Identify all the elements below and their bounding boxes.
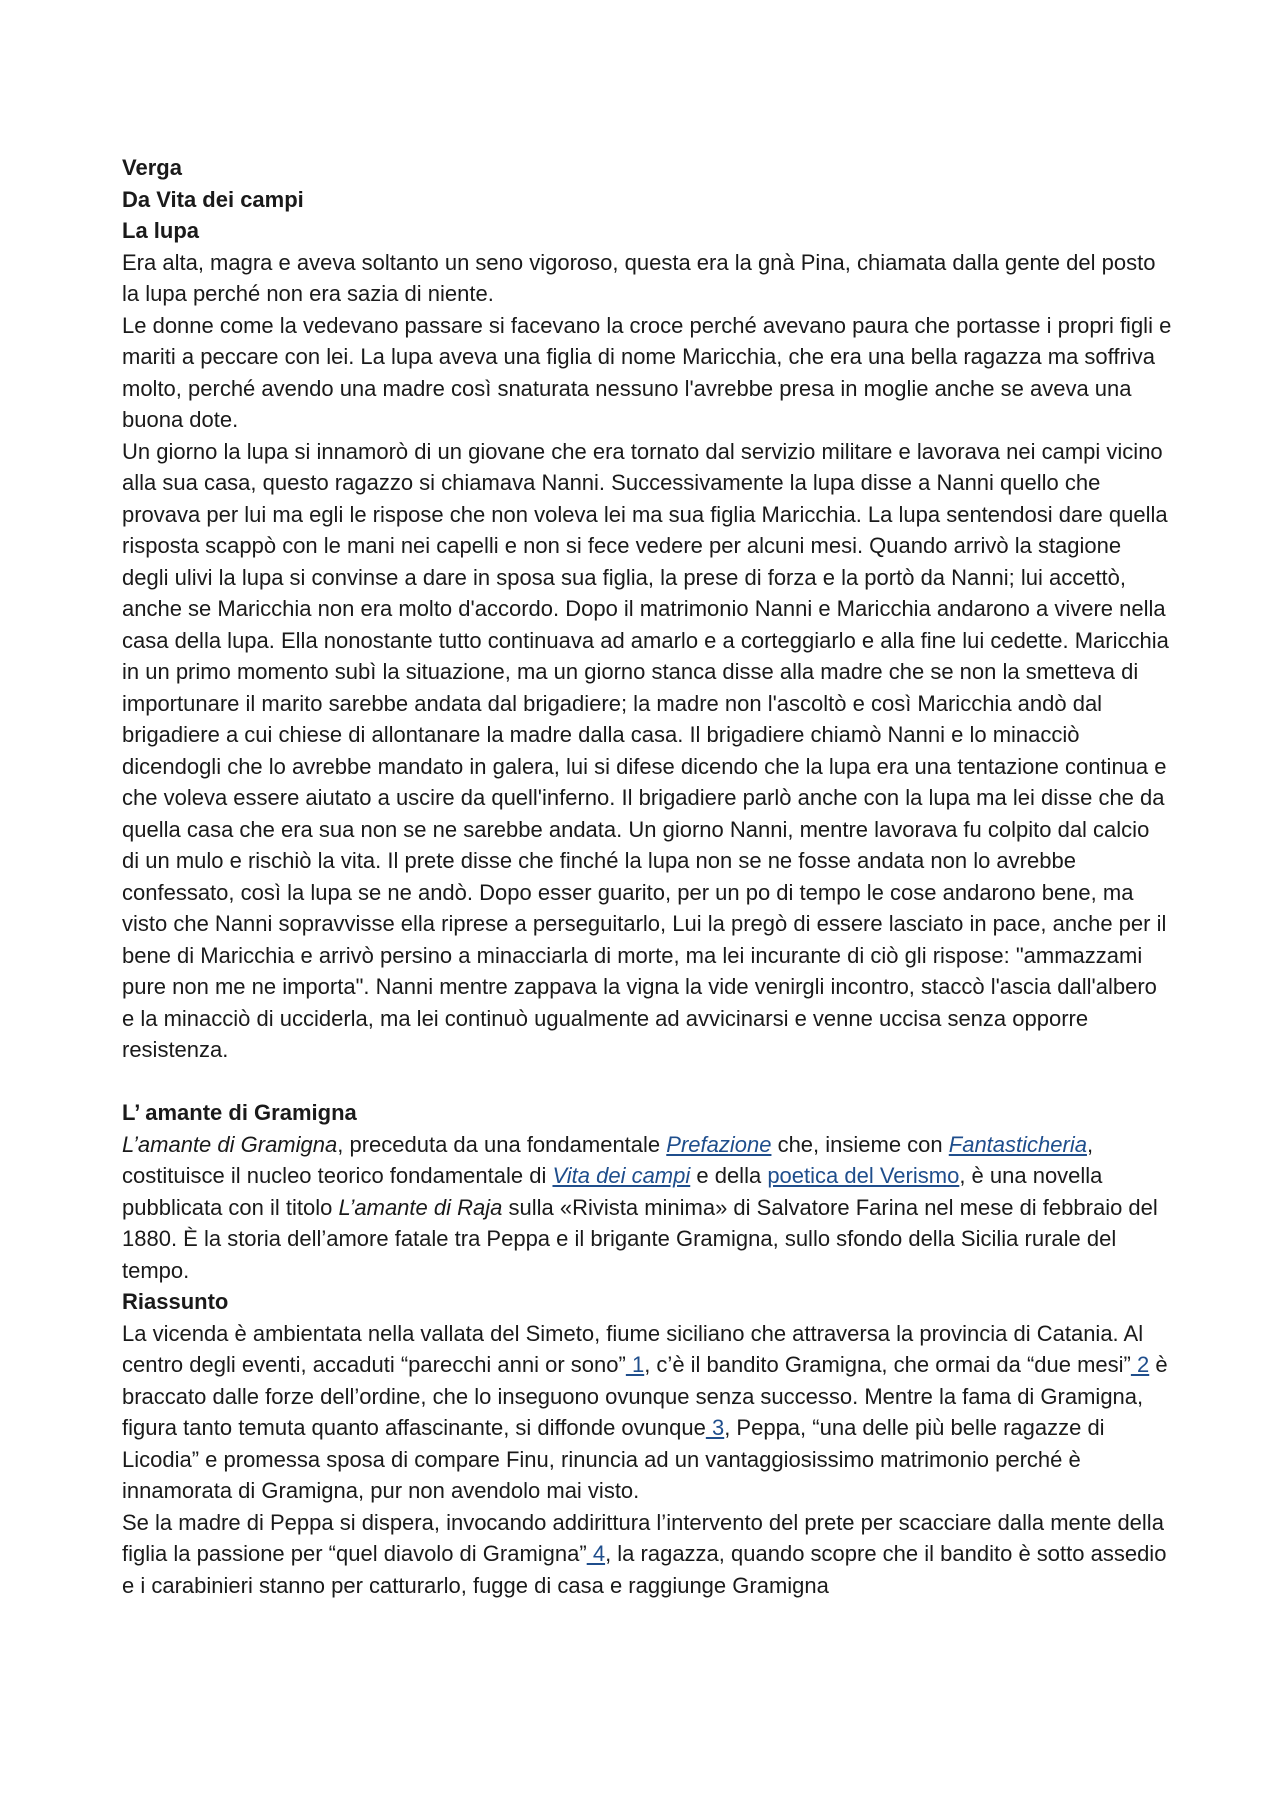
link-vita-dei-campi[interactable]: Vita dei campi (552, 1163, 691, 1188)
summary-paragraph-1 (122, 1318, 1172, 1507)
intro-text: , preceduta da una fondamentale (337, 1131, 667, 1157)
section-spacer (122, 1066, 1172, 1098)
lupa-paragraph-1: Era alta, magra e aveva soltanto un seno vigoroso, questa era la gnà Pina, chiamata dalla gente del posto la lupa perché non era sazia di niente. (122, 249, 1156, 306)
footnote-link-4[interactable]: 4 (586, 1541, 606, 1566)
link-poetica-verismo[interactable]: poetica del Verismo (767, 1163, 960, 1188)
intro-text: sulla «Rivista minima» di Salvatore Farina nel mese di febbraio del 1880. È la storia dell’amore fatale tra Peppa e il brigante Gramigna, sullo sfondo della Sicilia rurale del tempo. (122, 1194, 1158, 1283)
intro-text: , è una novella pubblicata con il titolo (122, 1163, 1103, 1220)
link-fantasticheria[interactable]: Fantasticheria (948, 1131, 1087, 1157)
intro-text: che, insieme con (771, 1131, 949, 1157)
lupa-paragraph-2: Le donne come la vedevano passare si facevano la croce perché avevano paura che portasse i propri figli e mariti a peccare con lei. La lupa aveva una figlia di nome Maricchia, che era una bella ragazza ma soffriva molto, perché avendo una madre così snaturata nessuno l'avrebbe presa in moglie anche se aveva una buona dote. (122, 312, 1172, 432)
summary-text: Se la madre di Peppa si dispera, invocando addirittura l’intervento del prete per scacciare dalla mente della figlia la passione per “quel diavolo di Gramigna” (122, 1509, 1164, 1566)
footnote-link-1[interactable]: 1 (625, 1352, 645, 1377)
italic-title: L’amante di Raja (338, 1194, 503, 1220)
summary-text: La vicenda è ambientata nella vallata del Simeto, fiume siciliano che attraversa la provincia di Catania. Al centro degli eventi, accaduti “parecchi anni or sono” (122, 1320, 1144, 1377)
summary-text: , c’è il bandito Gramigna, che ormai da “due mesi” (644, 1352, 1131, 1377)
intro-text: , costituisce il nucleo teorico fondamentale di (122, 1131, 1094, 1188)
collection-heading: Da Vita dei campi (122, 186, 304, 212)
document-page (122, 152, 1172, 1601)
lupa-paragraph-3: Un giorno la lupa si innamorò di un giovane che era tornato dal servizio militare e lavorava nei campi vicino alla sua casa, questo ragazzo si chiamava Nanni. Successivamente la lupa disse a Nanni quello che provava per lui ma egli le rispose che non voleva lei ma sua figlia Maricchia. La lupa sentendosi dare quella risposta scappò con le mani nei capelli e non si fece vedere per alcuni mesi. Quando arrivò la stagione degli ulivi la lupa si convinse a dare in sposa sua figlia, la prese di forza e la portò da Nanni; lui accettò, anche se Maricchia non era molto d'accordo. Dopo il matrimonio Nanni e Maricchia andarono a vivere nella casa della lupa. Ella nonostante tutto continuava ad amarlo e a corteggiarlo e alla fine lui cedette. Maricchia in un primo momento subì la situazione, ma un giorno stanca disse alla madre che se non la smetteva di importunare il marito sarebbe andata dal brigadiere; la madre non l'ascoltò e così Maricchia andò dal brigadiere a cui chiese di allontanare la madre dalla casa. Il brigadiere chiamò Nanni e lo minacciò dicendogli che lo avrebbe mandato in galera, lui si difese dicendo che la lupa era una tentazione continua e che voleva essere aiutato a uscire da quell'inferno. Il brigadiere parlò anche con la lupa ma lei disse che da quella casa che era sua non se ne sarebbe andata. Un giorno Nanni, mentre lavorava fu colpito dal calcio di un mulo e rischiò la vita. Il prete disse che finché la lupa non se ne fosse andata non lo avrebbe confessato, così la lupa se ne andò. Dopo esser guarito, per un po di tempo le cose andarono bene, ma visto che Nanni sopravvisse ella riprese a perseguitarlo, Lui la pregò di essere lasciato in pace, anche per il bene di Maricchia e arrivò persino a minacciarla di morte, ma lei incurante di ciò gli rispose: "ammazzami pure non me ne importa". Nanni mentre zappava la vigna la vide venirgli incontro, staccò l'ascia dall'albero e la minacciò di ucciderla, ma lei continuò ugualmente ad avvicinarsi e venne uccisa senza opporre resistenza. (122, 438, 1169, 1062)
gramigna-intro-paragraph (122, 1129, 1172, 1287)
footnote-link-3[interactable]: 3 (705, 1415, 725, 1440)
link-prefazione[interactable]: Prefazione (666, 1131, 772, 1157)
story-title-la-lupa: La lupa (122, 218, 200, 243)
summary-text: , Peppa, “una delle più belle ragazze di Licodia” e promessa sposa di compare Finu, rinuncia ad un vantaggiosissimo matrimonio perché è innamorata di Gramigna, pur non avendolo mai visto. (122, 1415, 1105, 1503)
summary-heading: Riassunto (122, 1289, 229, 1314)
summary-text: è braccato dalle forze dell’ordine, che lo inseguono ovunque senza successo. Mentre la fama di Gramigna, figura tanto temuta quanto affascinante, si diffonde ovunque (122, 1352, 1168, 1440)
author-heading: Verga (122, 155, 182, 180)
summary-text: , la ragazza, quando scopre che il bandito è sotto assedio e i carabinieri stanno per catturarlo, fugge di casa e raggiunge Gramigna (122, 1541, 1167, 1598)
italic-title: L’amante di Gramigna (122, 1131, 338, 1157)
summary-paragraph-2 (122, 1507, 1172, 1602)
footnote-link-2[interactable]: 2 (1130, 1352, 1150, 1377)
intro-text: e della (690, 1163, 768, 1188)
story-title-gramigna: L’ amante di Gramigna (122, 1100, 357, 1125)
